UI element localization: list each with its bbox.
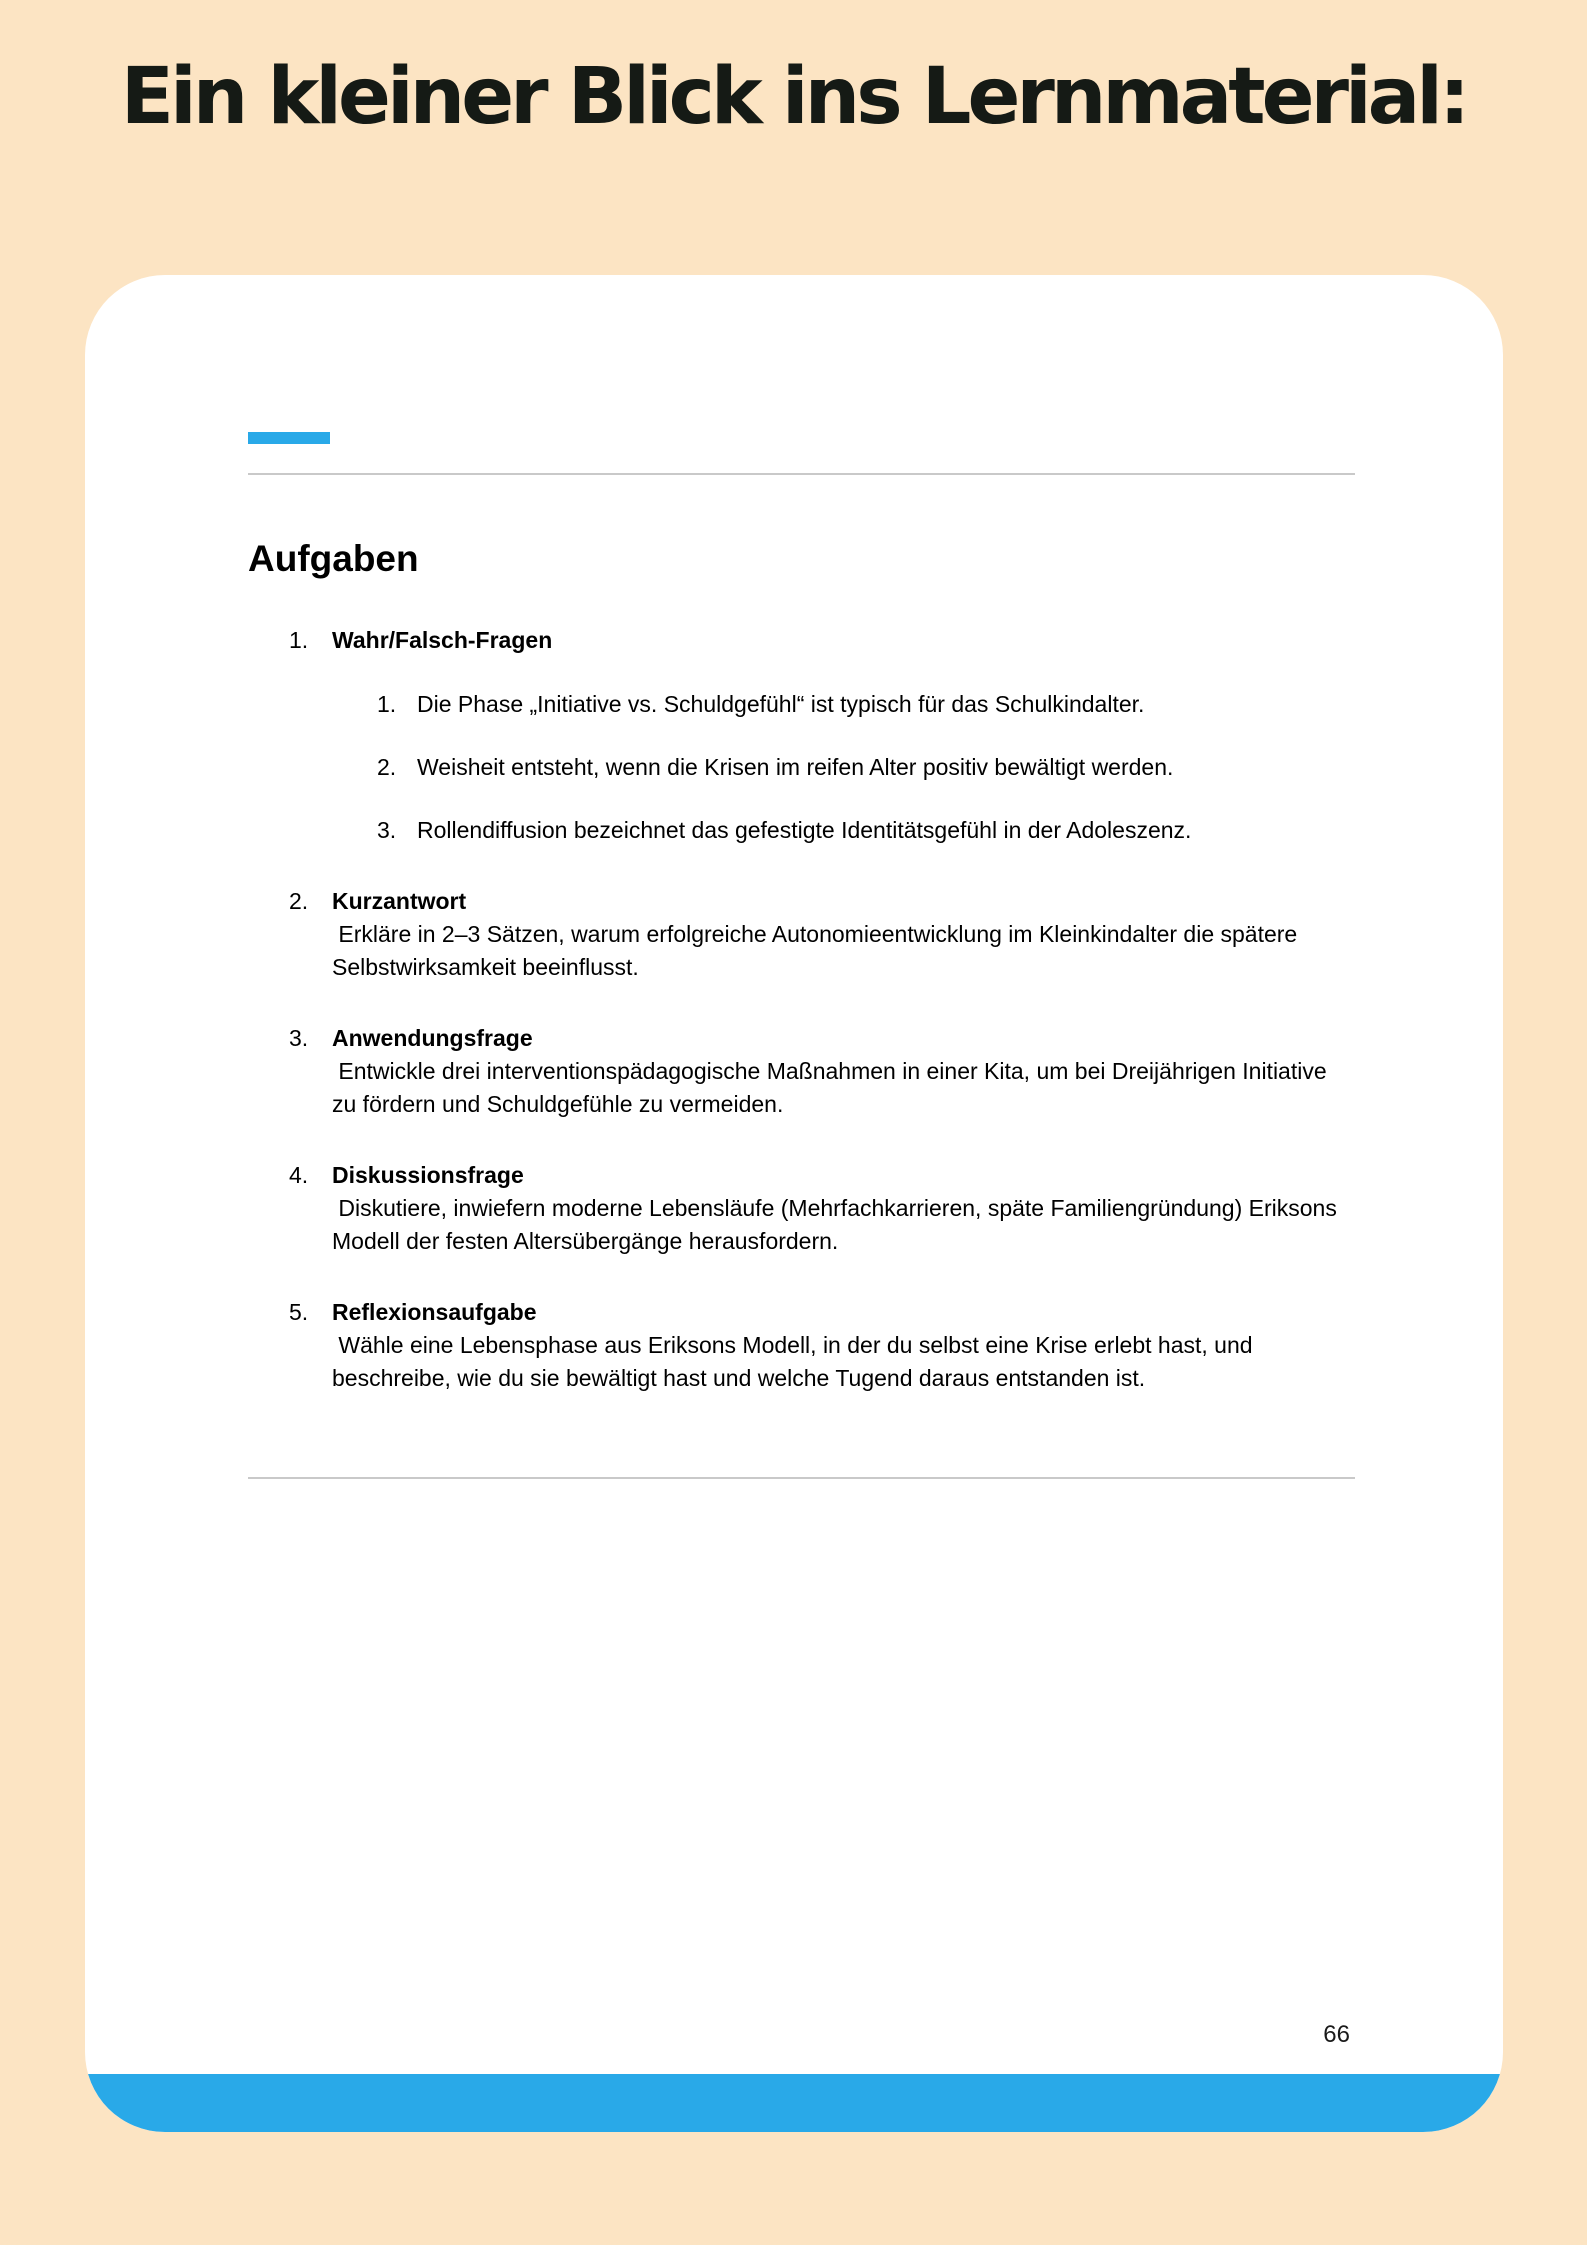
task-number: 1. xyxy=(289,627,309,653)
task-number: 5. xyxy=(289,1299,309,1325)
section-heading: Aufgaben xyxy=(248,538,419,579)
subitem-number: 3. xyxy=(377,817,397,843)
footer-bar xyxy=(85,2074,1503,2132)
task-item xyxy=(289,885,1355,984)
accent-bar xyxy=(248,432,330,444)
page-title: Ein kleiner Blick ins Lernmaterial: xyxy=(120,52,1467,142)
task-item xyxy=(289,1296,1355,1395)
task-item xyxy=(289,1159,1355,1258)
page-number: 66 xyxy=(1323,2021,1350,2048)
task-body: Wähle eine Lebensphase aus Eriksons Modell, in der du selbst eine Krise erlebt hast, und beschreibe, wie du sie bewältigt hast und welche Tugend daraus entstanden ist. xyxy=(332,1332,1259,1391)
task-title: Diskussionsfrage xyxy=(332,1162,524,1188)
task-title: Wahr/Falsch-Fragen xyxy=(332,627,553,653)
task-body: Diskutiere, inwiefern moderne Lebensläufe (Mehrfachkarrieren, späte Familiengründung) Eriksons Modell der festen Altersübergänge herausfordern. xyxy=(332,1195,1344,1254)
task-list xyxy=(248,624,1355,1395)
task-title: Anwendungsfrage xyxy=(332,1025,533,1051)
task-number: 2. xyxy=(289,888,309,914)
task-body: Erkläre in 2–3 Sätzen, warum erfolgreiche Autonomieentwicklung im Kleinkindalter die spätere Selbstwirksamkeit beeinflusst. xyxy=(332,921,1304,980)
subitem-text: Weisheit entsteht, wenn die Krisen im reifen Alter positiv bewältigt werden. xyxy=(417,754,1174,780)
task-subitem xyxy=(377,814,1355,847)
worksheet-card xyxy=(85,275,1503,2132)
subitem-text: Rollendiffusion bezeichnet das gefestigte Identitätsgefühl in der Adoleszenz. xyxy=(417,817,1192,843)
worksheet-content xyxy=(248,275,1355,1479)
task-item xyxy=(289,1022,1355,1121)
task-subitem xyxy=(377,751,1355,784)
task-subitem-list xyxy=(289,688,1355,847)
subitem-number: 2. xyxy=(377,754,397,780)
subitem-number: 1. xyxy=(377,691,397,717)
task-item xyxy=(289,624,1355,847)
bottom-divider xyxy=(248,1477,1355,1479)
task-number: 3. xyxy=(289,1025,309,1051)
task-title: Kurzantwort xyxy=(332,888,467,914)
task-subitem xyxy=(377,688,1355,721)
top-divider xyxy=(248,473,1355,475)
subitem-text: Die Phase „Initiative vs. Schuldgefühl“ ist typisch für das Schulkindalter. xyxy=(417,691,1145,717)
task-number: 4. xyxy=(289,1162,309,1188)
task-body: Entwickle drei interventionspädagogische Maßnahmen in einer Kita, um bei Dreijährigen Initiative zu fördern und Schuldgefühle zu vermeiden. xyxy=(332,1058,1334,1117)
task-title: Reflexionsaufgabe xyxy=(332,1299,537,1325)
